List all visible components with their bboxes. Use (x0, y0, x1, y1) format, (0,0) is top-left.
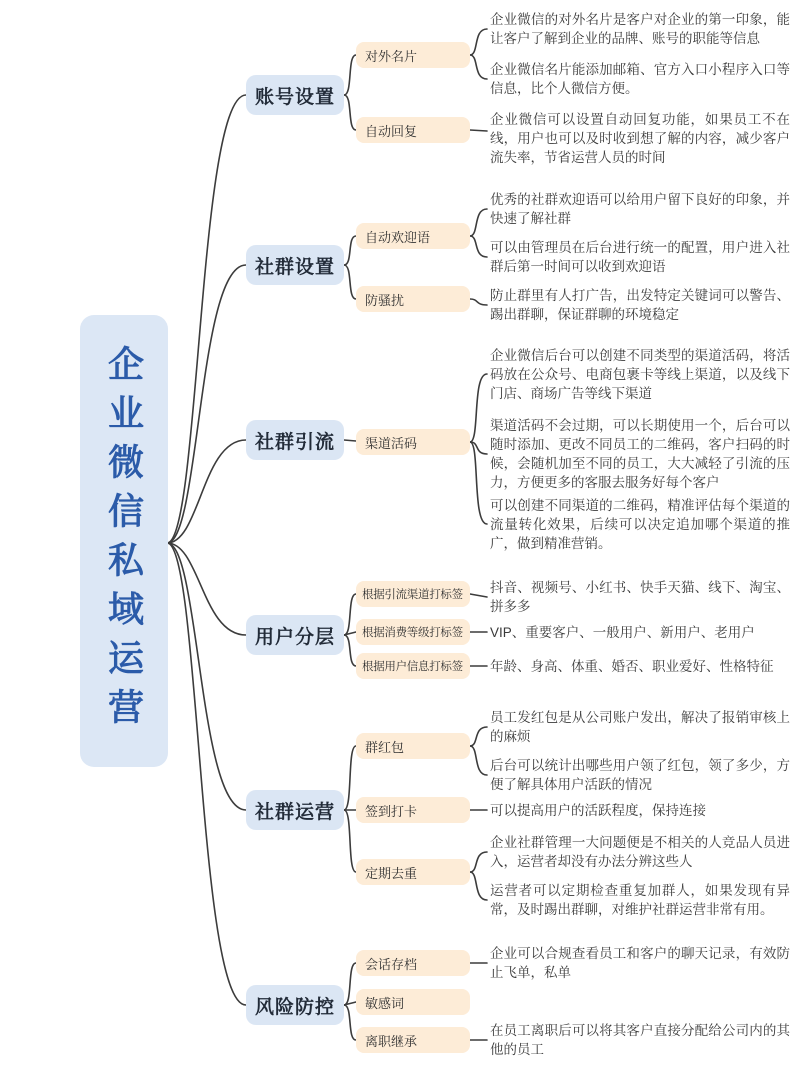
note-channel-qr-1[interactable]: 企业微信后台可以创建不同类型的渠道活码，将活码放在公众号、电商包裹卡等线上渠道，以及线下门店、商场广告等线下渠道 (490, 348, 790, 401)
note-redpacket-1[interactable]: 员工发红包是从公司账户发出，解决了报销审核上的麻烦 (490, 710, 790, 744)
note-redpacket-2[interactable]: 后台可以统计出哪些用户领了红包，领了多少，方便了解具体用户活跃的情况 (490, 758, 790, 792)
branch-account-settings[interactable]: 账号设置 (246, 75, 344, 115)
sub-chat-archive[interactable]: 会话存档 (356, 950, 470, 976)
note-external-card-2[interactable]: 企业微信名片能添加邮箱、官方入口小程序入口等信息，比个人微信方便。 (490, 62, 790, 96)
branch-community-traffic[interactable]: 社群引流 (246, 420, 344, 460)
sub-auto-reply[interactable]: 自动回复 (356, 117, 470, 143)
note-tag-by-info-1[interactable]: 年龄、身高、体重、婚否、职业爱好、性格特征 (490, 659, 774, 674)
note-tag-by-spend-1[interactable]: VIP、重要客户、一般用户、新用户、老用户 (490, 625, 755, 640)
sub-anti-spam[interactable]: 防骚扰 (356, 286, 470, 312)
note-channel-qr-2[interactable]: 渠道活码不会过期，可以长期使用一个，后台可以随时添加、更改不同员工的二维码，客户扫码的时候，会随机加至不同的员工，大大减轻了引流的压力，方便更多的客服去服务好每个客户 (490, 418, 790, 490)
sub-auto-welcome[interactable]: 自动欢迎语 (356, 223, 470, 249)
branch-community-operation[interactable]: 社群运营 (246, 790, 344, 830)
note-auto-welcome-2[interactable]: 可以由管理员在后台进行统一的配置，用户进入社群后第一时间可以收到欢迎语 (490, 240, 790, 274)
branch-user-segmentation[interactable]: 用户分层 (246, 615, 344, 655)
sub-group-redpacket[interactable]: 群红包 (356, 733, 470, 759)
sub-tag-by-spend[interactable]: 根据消费等级打标签 (356, 619, 470, 645)
sub-tag-by-channel[interactable]: 根据引流渠道打标签 (356, 581, 470, 607)
note-resign-inherit-1[interactable]: 在员工离职后可以将其客户直接分配给公司内的其他的员工 (490, 1023, 790, 1057)
note-dedupe-2[interactable]: 运营者可以定期检查重复加群人，如果发现有异常，及时踢出群聊，对维护社群运营非常有用。 (490, 883, 790, 917)
sub-tag-by-info[interactable]: 根据用户信息打标签 (356, 653, 470, 679)
sub-channel-qr[interactable]: 渠道活码 (356, 429, 470, 455)
note-tag-by-channel-1[interactable]: 抖音、视频号、小红书、快手天猫、线下、淘宝、拼多多 (490, 580, 790, 614)
note-channel-qr-3[interactable]: 可以创建不同渠道的二维码，精准评估每个渠道的流量转化效果，后续可以决定追加哪个渠道的推广，做到精准营销。 (490, 498, 790, 551)
note-checkin-1[interactable]: 可以提高用户的活跃程度，保持连接 (490, 803, 706, 818)
note-external-card-1[interactable]: 企业微信的对外名片是客户对企业的第一印象，能让客户了解到企业的品牌、账号的职能等信息 (490, 12, 790, 46)
sub-dedupe[interactable]: 定期去重 (356, 859, 470, 885)
note-chat-archive-1[interactable]: 企业可以合规查看员工和客户的聊天记录，有效防止飞单，私单 (490, 946, 790, 980)
sub-sensitive-words[interactable]: 敏感词 (356, 989, 470, 1015)
sub-checkin[interactable]: 签到打卡 (356, 797, 470, 823)
note-auto-welcome-1[interactable]: 优秀的社群欢迎语可以给用户留下良好的印象，并快速了解社群 (490, 192, 790, 226)
sub-resign-inherit[interactable]: 离职继承 (356, 1027, 470, 1053)
branch-risk-control[interactable]: 风险防控 (246, 985, 344, 1025)
branch-community-settings[interactable]: 社群设置 (246, 245, 344, 285)
note-anti-spam-1[interactable]: 防止群里有人打广告，出发特定关键词可以警告、踢出群聊，保证群聊的环境稳定 (490, 288, 790, 322)
central-topic[interactable]: 企业微信私域运营 (80, 315, 168, 767)
sub-external-card[interactable]: 对外名片 (356, 42, 470, 68)
note-dedupe-1[interactable]: 企业社群管理一大问题便是不相关的人竞品人员进入，运营者却没有办法分辨这些人 (490, 835, 790, 869)
note-auto-reply-1[interactable]: 企业微信可以设置自动回复功能，如果员工不在线，用户也可以及时收到想了解的内容，减少客户流失率，节省运营人员的时间 (490, 112, 790, 165)
